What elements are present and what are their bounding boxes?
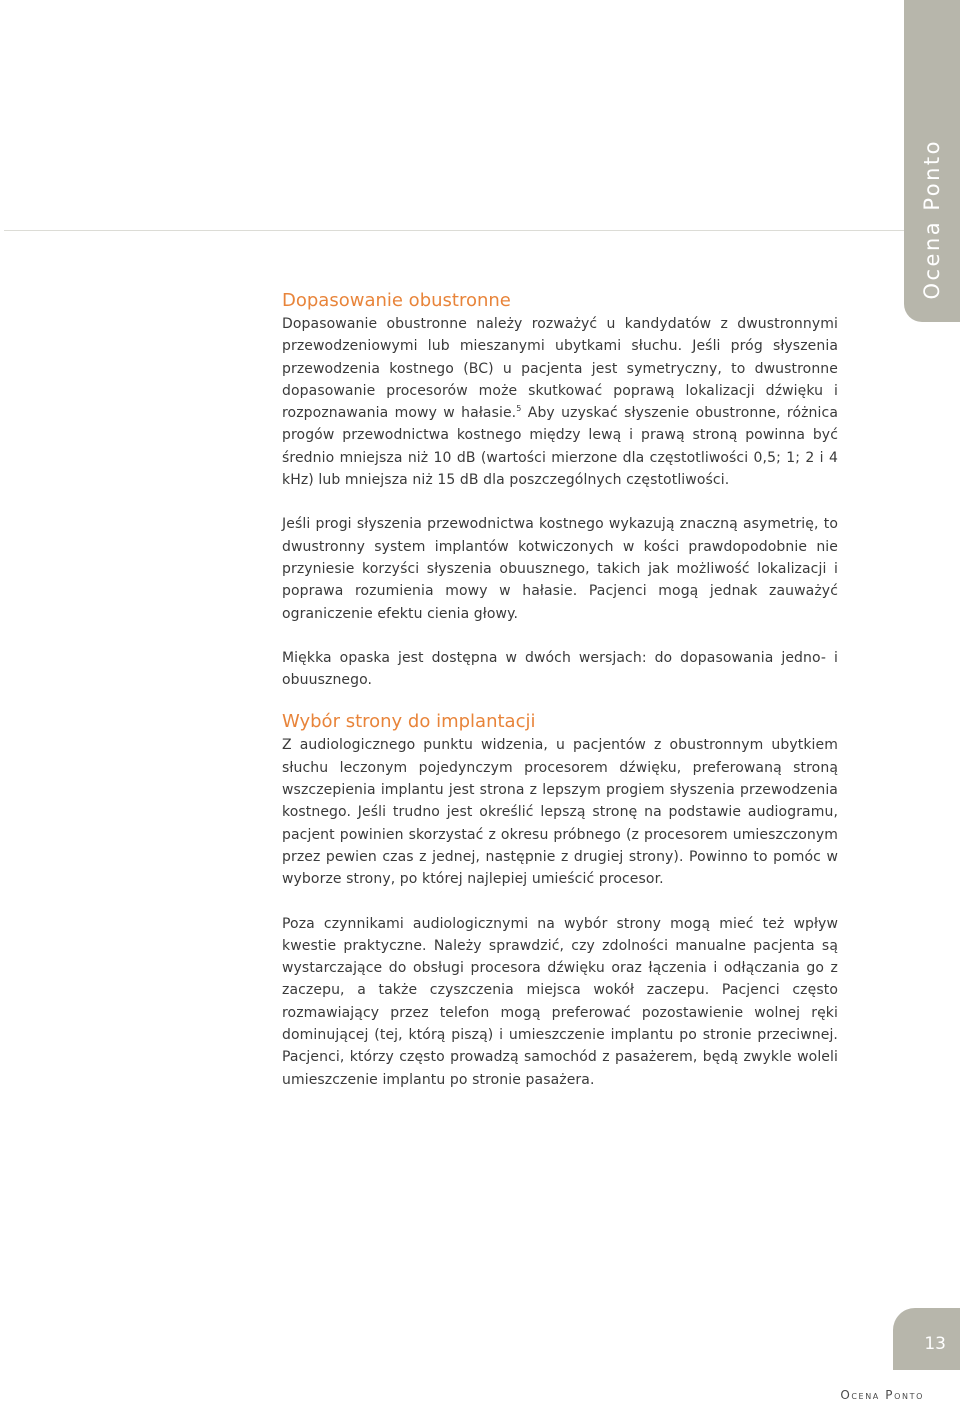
paragraph-side-1: Z audiologicznego punktu widzenia, u pacjentów z obustronnym ubytkiem słuchu leczonym pojedynczym procesorem dźwięku, preferowaną stroną wszczepienia implantu jest strona z lepszym progiem słyszenia przewodzenia kostnego. Jeśli trudno jest określić lepszą stronę na podstawie audiogramu, pacjent powinien skorzystać z okresu próbnego (z procesorem umieszczonym przez pewien czas z jednej, następnie z drugiej strony). Powinno to pomóc w wyborze strony, po której najlepiej umieścić procesor. [282, 737, 838, 888]
paragraph-bilateral-1-text: Dopasowanie obustronne należy rozważyć u kandydatów z dwustronnymi przewodzeniowymi lub mieszanymi ubytkami słuchu. Jeśli próg słyszenia przewodzenia kostnego (BC) u pacjenta jest symetryczny, to dwustronne dopasowanie procesorów może skutkować poprawą lokalizacji dźwięku i rozpoznawania mowy w hałasie. [282, 316, 838, 422]
section-title-bilateral-fitting: Dopasowanie obustronne [282, 290, 511, 311]
reference-marker: 5 [516, 404, 522, 414]
section-title-implant-side: Wybór strony do implantacji [282, 711, 536, 733]
page-number-tab [893, 1308, 960, 1370]
paragraph-bilateral-3: Miękka opaska jest dostępna w dwóch wersjach: do dopasowania jedno- i obuusznego. [282, 649, 838, 689]
page-number: 13 [924, 1334, 946, 1354]
paragraph-bilateral-1 [282, 313, 838, 491]
footer-label: Ocena Ponto [840, 1388, 924, 1402]
paragraph-bilateral-2: Jeśli progi słyszenia przewodnictwa kostnego wykazują znaczną asymetrię, to dwustronny system implantów kotwiczonych w kości prawdopodobnie nie przyniesie korzyści słyszenia obuusznego, takich jak możliwość lokalizacji i poprawa rozumienia mowy w hałasie. Pacjenci mogą jednak zauważyć ograniczenie efektu cienia głowy. [282, 516, 838, 622]
main-content [282, 290, 838, 1113]
chapter-side-tab-label: Ocena Ponto [920, 139, 944, 300]
header-divider [4, 230, 960, 231]
paragraph-bilateral-1-cont: Aby uzyskać słyszenie obustronne, różnica progów przewodnictwa kostnego między lewą i prawą stroną powinna być średnio mniejsza niż 10 dB (wartości mierzone dla częstotliwości 0,5; 1; 2 i 4 kHz) lub mniejsza niż 15 dB dla poszczególnych częstotliwości. [282, 405, 838, 489]
paragraph-side-2: Poza czynnikami audiologicznymi na wybór strony mogą mieć też wpływ kwestie praktyczne. Należy sprawdzić, czy zdolności manualne pacjenta są wystarczające do obsługi procesora dźwięku oraz łączenia i odłączania go z zaczepu, a także czyszczenia miejsca wokół zaczepu. Pacjenci często rozmawiający przez telefon mogą preferować pozostawienie wolnej ręki dominującej (tej, którą piszą) i umieszczenie implantu po stronie przeciwnej. Pacjenci, którzy często prowadzą samochód z pasażerem, będą zwykle woleli umieszczenie implantu po stronie pasażera. [282, 915, 838, 1088]
chapter-side-tab [904, 0, 960, 322]
